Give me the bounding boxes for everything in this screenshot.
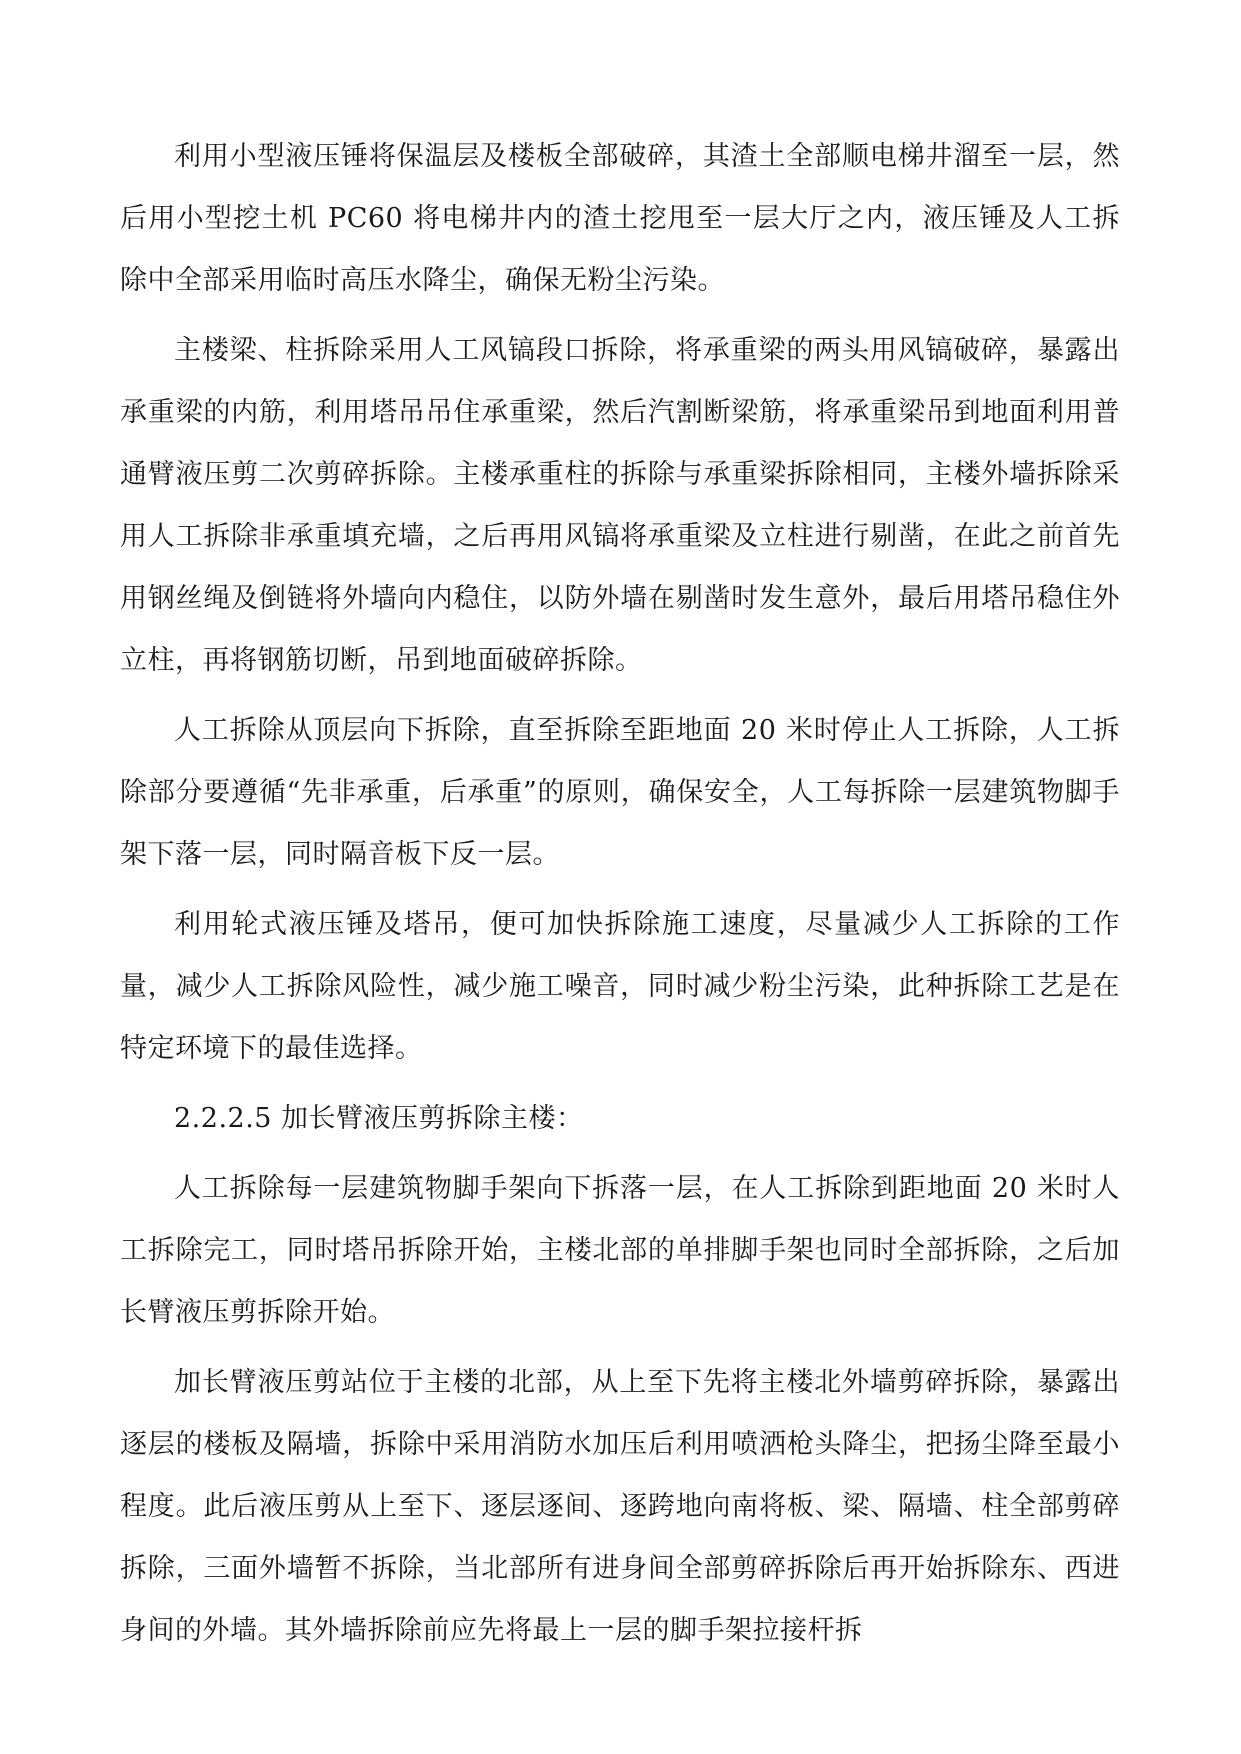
paragraph-long-arm-shear: 加长臂液压剪站位于主楼的北部，从上至下先将主楼北外墙剪碎拆除，暴露出逐层的楼板及隔墙，拆除中采用消防水加压后利用喷洒枪头降尘，把扬尘降至最小程度。此后液压剪从上至下、逐层逐间、逐跨地向南将板、梁、隔墙、柱全部剪碎拆除，三面外墙暂不拆除，当北部所有进身间全部剪碎拆除后再开始拆除东、西进身间的外墙。其外墙拆除前应先将最上一层的脚手架拉接杆拆 bbox=[120, 1367, 1120, 1646]
paragraph-scaffold-lowering: 人工拆除每一层建筑物脚手架向下拆落一层，在人工拆除到距地面 20 米时人工拆除完工，同时塔吊拆除开始，主楼北部的单排脚手架也同时全部拆除，之后加长臂液压剪拆除开始。 bbox=[120, 1173, 1120, 1328]
section-heading-2-2-2-5: 2.2.2.5 加长臂液压剪拆除主楼： bbox=[174, 1103, 584, 1134]
paragraph-hydraulic-hammer: 利用小型液压锤将保温层及楼板全部破碎，其渣土全部顺电梯井溜至一层，然后用小型挖土机 PC60 将电梯井内的渣土挖甩至一层大厅之内，液压锤及人工拆除中全部采用临时高压水降尘，确保无粉尘污染。 bbox=[120, 141, 1120, 296]
paragraph-wheeled-hammer: 利用轮式液压锤及塔吊，便可加快拆除施工速度，尽量减少人工拆除的工作量，减少人工拆除风险性，减少施工噪音，同时减少粉尘污染，此种拆除工艺是在特定环境下的最佳选择。 bbox=[120, 909, 1120, 1064]
paragraph-manual-demolition: 人工拆除从顶层向下拆除，直至拆除至距地面 20 米时停止人工拆除，人工拆除部分要遵循“先非承重，后承重”的原则，确保安全，人工每拆除一层建筑物脚手架下落一层，同时隔音板下反一层。 bbox=[120, 715, 1120, 870]
body-text bbox=[120, 126, 1120, 1670]
paragraph-beam-column-demolition: 主楼梁、柱拆除采用人工风镐段口拆除，将承重梁的两头用风镐破碎，暴露出承重梁的内筋，利用塔吊吊住承重梁，然后汽割断梁筋，将承重梁吊到地面利用普通臂液压剪二次剪碎拆除。主楼承重柱的拆除与承重梁拆除相同，主楼外墙拆除采用人工拆除非承重填充墙，之后再用风镐将承重梁及立柱进行剔凿，在此之前首先用钢丝绳及倒链将外墙向内稳住，以防外墙在剔凿时发生意外，最后用塔吊稳住外立柱，再将钢筋切断，吊到地面破碎拆除。 bbox=[120, 335, 1120, 676]
